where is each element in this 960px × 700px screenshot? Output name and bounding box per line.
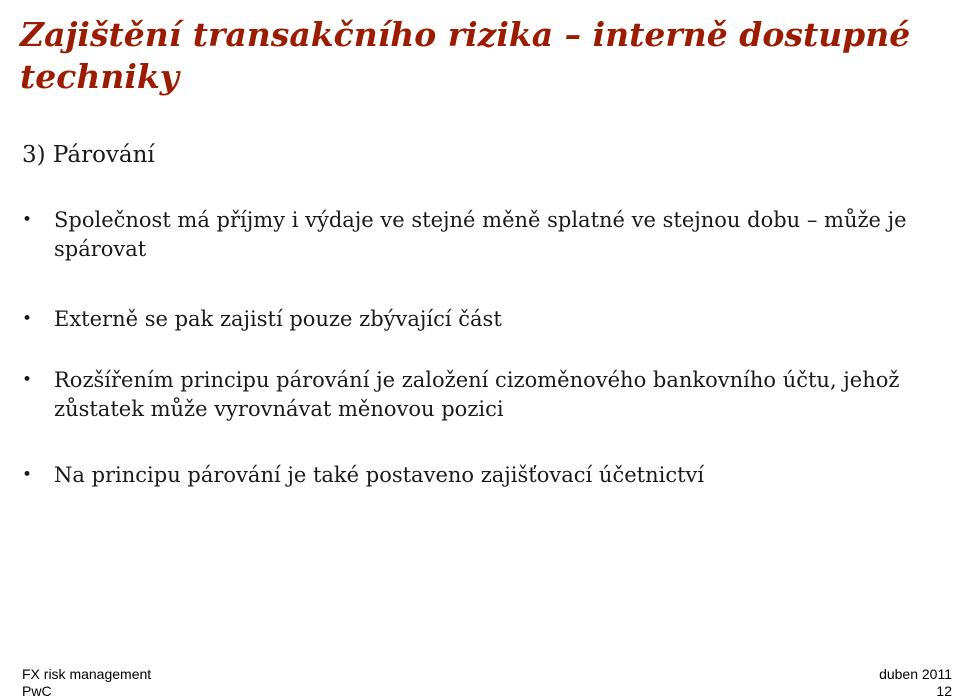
footer-right [879,666,952,700]
section-subheading: 3) Párování [22,142,155,168]
bullet-item-hedge-accounting [22,461,932,490]
slide-title: Zajištění transakčního rizika – interně dostupné techniky [20,15,911,96]
bullet-item-matching [22,206,932,264]
bullet-dot-icon: • [22,465,33,485]
footer-company: PwC [22,683,52,699]
bullet-item-foreign-account [22,366,932,424]
bullet-item-external-hedge [22,305,932,334]
bullet-text: Rozšířením principu párování je založení cizoměnového bankovního účtu, jehož zůstatek může vyrovnávat měnovou pozici [54,368,900,421]
bullet-dot-icon: • [22,370,33,390]
footer-presentation-name: FX risk management [22,666,152,682]
bullet-dot-icon: • [22,210,33,230]
bullet-dot-icon: • [22,309,33,329]
bullet-text: Společnost má příjmy i výdaje ve stejné měně splatné ve stejnou dobu – může je spárovat [54,208,907,261]
footer-page-number: 12 [936,683,952,699]
bullet-text: Externě se pak zajistí pouze zbývající část [54,307,502,331]
footer-date: duben 2011 [879,666,952,682]
footer-left [22,666,151,700]
bullet-text: Na principu párování je také postaveno zajišťovací účetnictví [54,463,705,487]
